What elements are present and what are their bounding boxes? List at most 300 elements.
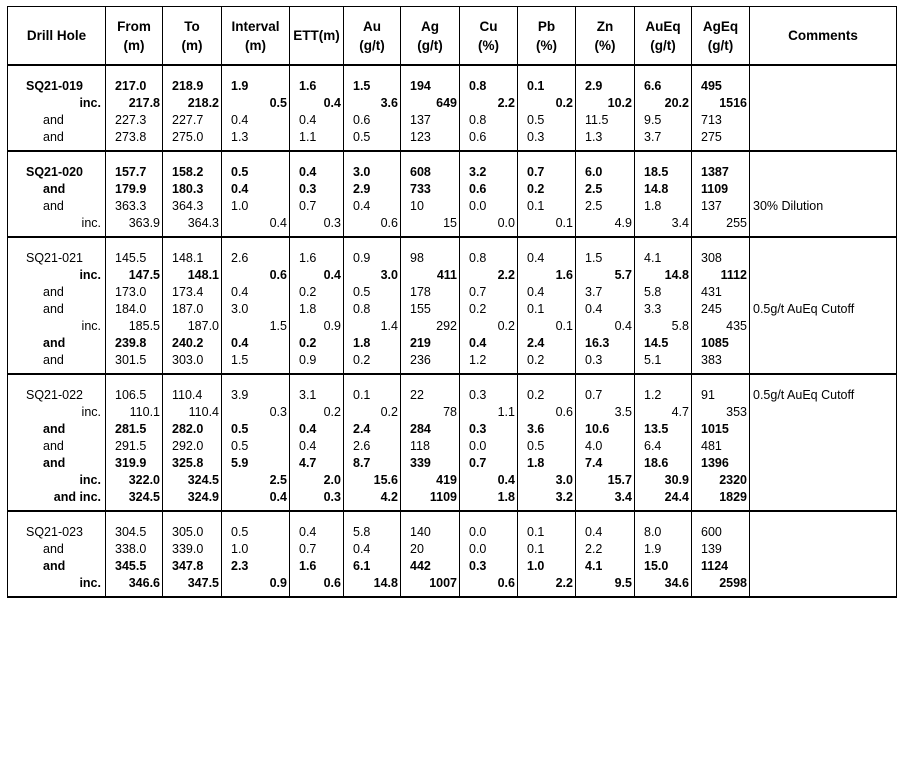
cu-inc-value: 0.4 [497, 473, 515, 487]
cell-line [222, 455, 289, 472]
pb-cell [518, 151, 576, 181]
zn-cell [576, 151, 635, 181]
au-cell [344, 181, 401, 198]
from-value: 227.3 [115, 113, 147, 127]
cu-cell [460, 284, 518, 301]
ag-inc-value: 411 [436, 268, 457, 282]
cell-line [106, 541, 162, 558]
cell-line [518, 421, 575, 438]
cell-line [401, 524, 459, 541]
cu-value: 0.7 [469, 285, 487, 299]
to-cell [163, 284, 222, 301]
pb-value: 0.2 [527, 388, 545, 402]
interval-inc-value: 0.4 [269, 490, 287, 504]
cell-line [750, 455, 896, 472]
cell-line [692, 95, 749, 112]
zn-cell [576, 198, 635, 237]
to-value: 173.4 [172, 285, 204, 299]
aueq-value: 4.1 [644, 251, 662, 265]
cell-line [8, 112, 105, 129]
ageq-cell [692, 284, 750, 301]
cell-line [518, 524, 575, 541]
au-value: 8.7 [353, 456, 371, 470]
cell-line [460, 575, 517, 592]
to-cell [163, 181, 222, 198]
cell-line [692, 489, 749, 506]
from-value: 319.9 [115, 456, 147, 470]
to-inc-value: 148.1 [187, 268, 219, 282]
aueq-inc-value: 24.4 [664, 490, 689, 504]
cell-line [576, 284, 634, 301]
ett-value: 0.4 [299, 439, 317, 453]
ageq-value: 245 [701, 302, 722, 316]
and-label: and [43, 422, 66, 436]
cell-line [222, 181, 289, 198]
aueq-value: 5.8 [644, 285, 662, 299]
interval-inc-value: 0.3 [269, 405, 287, 419]
from-value: 157.7 [115, 165, 147, 179]
from-value: 239.8 [115, 336, 147, 350]
au-inc-value: 3.6 [380, 96, 398, 110]
cell-line [576, 472, 634, 489]
cell-line [518, 181, 575, 198]
to-value: 187.0 [172, 302, 204, 316]
cell-line [163, 524, 221, 541]
au-cell [344, 374, 401, 421]
cell-line [692, 301, 749, 318]
drill-results-table [7, 6, 897, 598]
cell-line [344, 78, 400, 95]
cell-line [106, 78, 162, 95]
from-cell [106, 541, 163, 558]
header-comments: Comments [750, 7, 897, 66]
to-inc-value: 110.4 [188, 405, 219, 419]
cell-line [750, 524, 896, 541]
to-cell [163, 237, 222, 284]
cell-line [222, 318, 289, 335]
cell-line [576, 164, 634, 181]
to-cell [163, 352, 222, 374]
table-row [8, 65, 897, 112]
cell-line [401, 438, 459, 455]
zn-inc-value: 5.7 [614, 268, 632, 282]
from-cell [106, 511, 163, 541]
pb-cell [518, 374, 576, 421]
ett-cell [290, 301, 344, 335]
interval-cell [222, 112, 290, 129]
cell-line [8, 284, 105, 301]
cu-value: 0.3 [469, 559, 487, 573]
ag-cell [401, 237, 460, 284]
pb-value: 0.7 [527, 165, 545, 179]
from-value: 345.5 [115, 559, 147, 573]
pb-value: 0.4 [527, 251, 545, 265]
drill-hole-cell [8, 352, 106, 374]
zn-value: 7.4 [585, 456, 603, 470]
aueq-value: 6.6 [644, 79, 662, 93]
aueq-cell [635, 129, 692, 151]
cu-cell [460, 129, 518, 151]
interval-value: 1.9 [231, 79, 249, 93]
cell-line [344, 318, 400, 335]
and-label: and [43, 456, 66, 470]
interval-value: 5.9 [231, 456, 249, 470]
from-cell [106, 284, 163, 301]
cell-line [518, 78, 575, 95]
cell-line [692, 318, 749, 335]
cell-line [290, 181, 343, 198]
zn-value: 3.7 [585, 285, 603, 299]
aueq-value: 3.7 [644, 130, 662, 144]
ett-value: 0.3 [299, 182, 317, 196]
cell-line [106, 215, 162, 232]
cell-line [635, 318, 691, 335]
cu-cell [460, 558, 518, 597]
cell-line [290, 438, 343, 455]
au-inc-value: 15.6 [373, 473, 398, 487]
cell-line [344, 181, 400, 198]
au-cell [344, 112, 401, 129]
cell-line [576, 95, 634, 112]
ett-inc-value: 2.0 [323, 473, 341, 487]
drill-hole-cell [8, 301, 106, 335]
cell-line [460, 129, 517, 146]
pb-value: 0.2 [527, 182, 545, 196]
au-cell [344, 237, 401, 284]
cell-line [460, 181, 517, 198]
header-cu: Cu (%) [460, 7, 518, 66]
header-aueq: AuEq (g/t) [635, 7, 692, 66]
interval-cell [222, 65, 290, 112]
cell-line [460, 541, 517, 558]
ageq-cell [692, 352, 750, 374]
cell-line [222, 301, 289, 318]
cell-line [576, 198, 634, 215]
zn-value: 2.5 [585, 199, 603, 213]
cell-line [635, 95, 691, 112]
drill-results-sheet [7, 6, 896, 753]
cu-value: 0.8 [469, 79, 487, 93]
ag-cell [401, 129, 460, 151]
ett-cell [290, 335, 344, 352]
ageq-inc-value: 1516 [719, 96, 747, 110]
ett-inc-value: 0.2 [323, 405, 341, 419]
cell-line [635, 284, 691, 301]
au-value: 0.9 [353, 251, 371, 265]
ageq-cell [692, 438, 750, 455]
interval-cell [222, 301, 290, 335]
cell-line [106, 404, 162, 421]
ageq-inc-value: 1829 [719, 490, 747, 504]
and-label: and [43, 542, 64, 556]
cell-line [518, 489, 575, 506]
ag-inc-value: 1007 [429, 576, 457, 590]
cell-line [692, 198, 749, 215]
cu-inc-value: 0.0 [497, 216, 515, 230]
cell-line [635, 267, 691, 284]
cell-line [635, 112, 691, 129]
au-value: 1.8 [353, 336, 371, 350]
cell-line [518, 352, 575, 369]
from-inc-value: 147.5 [128, 268, 160, 282]
from-value: 281.5 [115, 422, 147, 436]
cell-line [635, 421, 691, 438]
interval-value: 1.5 [231, 353, 249, 367]
cell-line [222, 524, 289, 541]
ett-cell [290, 129, 344, 151]
pb-inc-value: 0.1 [555, 216, 573, 230]
aueq-inc-value: 14.8 [664, 268, 689, 282]
header-from: From (m) [106, 7, 163, 66]
aueq-inc-value: 4.7 [671, 405, 689, 419]
and-label: and [43, 559, 66, 573]
au-value: 5.8 [353, 525, 371, 539]
cell-line [692, 112, 749, 129]
interval-value: 3.9 [231, 388, 249, 402]
cell-line [106, 284, 162, 301]
cell-line [106, 421, 162, 438]
cell-line [635, 489, 691, 506]
comments-cell [750, 65, 897, 112]
header-au: Au (g/t) [344, 7, 401, 66]
cell-line [460, 335, 517, 352]
ett-inc-value: 0.4 [323, 268, 341, 282]
au-inc-value: 0.2 [380, 405, 398, 419]
aueq-value: 8.0 [644, 525, 662, 539]
cell-line [163, 489, 221, 506]
cell-line [635, 215, 691, 232]
to-value: 180.3 [172, 182, 204, 196]
ageq-inc-value: 435 [726, 319, 747, 333]
pb-value: 0.1 [527, 542, 545, 556]
pb-value: 0.1 [527, 302, 545, 316]
ageq-cell [692, 129, 750, 151]
cell-line [518, 318, 575, 335]
cu-value: 1.2 [469, 353, 487, 367]
cell-line [290, 215, 343, 232]
pb-inc-value: 2.2 [555, 576, 573, 590]
cell-line [344, 267, 400, 284]
inc-label: inc. [79, 473, 101, 487]
cu-value: 0.6 [469, 182, 487, 196]
cell-line [518, 250, 575, 267]
table-row [8, 335, 897, 352]
zn-inc-value: 15.7 [607, 473, 632, 487]
cell-line [8, 524, 105, 541]
pb-inc-value: 0.1 [555, 319, 573, 333]
to-cell [163, 198, 222, 237]
ag-value: 118 [410, 439, 430, 453]
cell-line [163, 421, 221, 438]
header-zn: Zn (%) [576, 7, 635, 66]
cell-line [106, 558, 162, 575]
ett-cell [290, 438, 344, 455]
cell-line [163, 575, 221, 592]
and-label: and [43, 199, 64, 213]
ag-cell [401, 151, 460, 181]
interval-value: 0.4 [231, 113, 249, 127]
cell-line [8, 472, 105, 489]
ageq-cell [692, 421, 750, 438]
cell-line [518, 387, 575, 404]
cell-line [222, 112, 289, 129]
from-inc-value: 324.5 [128, 490, 160, 504]
cell-line [518, 129, 575, 146]
interval-cell [222, 284, 290, 301]
ageq-value: 1085 [701, 336, 729, 350]
table-row [8, 112, 897, 129]
cu-cell [460, 438, 518, 455]
cell-line [692, 455, 749, 472]
interval-value: 0.4 [231, 336, 249, 350]
ett-cell [290, 558, 344, 597]
ag-value: 140 [410, 525, 431, 539]
au-cell [344, 541, 401, 558]
from-value: 273.8 [115, 130, 147, 144]
ag-value: 137 [410, 113, 431, 127]
ageq-cell [692, 237, 750, 284]
aueq-value: 14.5 [644, 336, 669, 350]
zn-inc-value: 3.5 [614, 405, 632, 419]
cell-line [750, 129, 896, 146]
cell-line [750, 250, 896, 267]
cell-line [576, 78, 634, 95]
cell-line [222, 541, 289, 558]
from-inc-value: 217.8 [128, 96, 160, 110]
cell-line [106, 267, 162, 284]
aueq-cell [635, 151, 692, 181]
ett-inc-value: 0.9 [323, 319, 341, 333]
header-ett: ETT(m) [290, 7, 344, 66]
cell-line [750, 438, 896, 455]
inc-label: inc. [79, 268, 101, 282]
pb-cell [518, 198, 576, 237]
cell-line [750, 558, 896, 575]
interval-cell [222, 129, 290, 151]
from-inc-value: 363.9 [128, 216, 160, 230]
to-cell [163, 421, 222, 438]
cell-line [8, 558, 105, 575]
au-value: 2.4 [353, 422, 371, 436]
cell-line [8, 95, 105, 112]
ageq-cell [692, 198, 750, 237]
cell-line [163, 78, 221, 95]
ett-cell [290, 65, 344, 112]
cell-line [163, 455, 221, 472]
cell-line [106, 164, 162, 181]
au-cell [344, 421, 401, 438]
cu-cell [460, 151, 518, 181]
au-cell [344, 198, 401, 237]
au-cell [344, 284, 401, 301]
aueq-inc-value: 5.8 [671, 319, 689, 333]
cu-cell [460, 65, 518, 112]
ag-value: 178 [410, 285, 431, 299]
cell-line [576, 112, 634, 129]
cu-cell [460, 112, 518, 129]
pb-value: 0.1 [527, 79, 545, 93]
aueq-value: 13.5 [644, 422, 669, 436]
cell-line [290, 112, 343, 129]
aueq-value: 18.5 [644, 165, 669, 179]
ag-value: 155 [410, 302, 431, 316]
cell-line [106, 198, 162, 215]
interval-value: 2.6 [231, 251, 249, 265]
aueq-cell [635, 301, 692, 335]
aueq-inc-value: 20.2 [664, 96, 689, 110]
drill-hole-cell [8, 181, 106, 198]
to-inc-value: 364.3 [187, 216, 219, 230]
cell-line [692, 438, 749, 455]
interval-cell [222, 455, 290, 511]
to-cell [163, 511, 222, 541]
cell-line [8, 78, 105, 95]
interval-cell [222, 558, 290, 597]
cell-line [106, 112, 162, 129]
cell-line [163, 335, 221, 352]
cell-line [163, 318, 221, 335]
interval-cell [222, 541, 290, 558]
cell-line [692, 78, 749, 95]
cell-line [163, 181, 221, 198]
cell-line [290, 318, 343, 335]
aueq-cell [635, 374, 692, 421]
cu-cell [460, 237, 518, 284]
cell-line [750, 387, 896, 404]
drill-hole-cell [8, 151, 106, 181]
cell-line [290, 335, 343, 352]
ageq-value: 713 [701, 113, 722, 127]
pb-inc-value: 1.6 [555, 268, 573, 282]
cell-line [163, 558, 221, 575]
cell-line [222, 198, 289, 215]
cell-line [344, 489, 400, 506]
and-label: and [43, 353, 64, 367]
cu-cell [460, 374, 518, 421]
ett-cell [290, 374, 344, 421]
cell-line [8, 455, 105, 472]
cell-line [401, 421, 459, 438]
interval-inc-value: 0.6 [269, 268, 287, 282]
inc-label: inc. [79, 96, 101, 110]
cell-line [8, 215, 105, 232]
zn-value: 2.2 [585, 542, 603, 556]
inc-label: and inc. [53, 490, 101, 504]
cu-value: 0.3 [469, 422, 487, 436]
comment-text: 0.5g/t AuEq Cutoff [753, 388, 855, 402]
cell-line [106, 181, 162, 198]
cell-line [518, 335, 575, 352]
cell-line [692, 352, 749, 369]
zn-cell [576, 374, 635, 421]
cell-line [222, 164, 289, 181]
cu-cell [460, 421, 518, 438]
cu-value: 0.0 [469, 439, 487, 453]
cell-line [8, 438, 105, 455]
cell-line [344, 558, 400, 575]
table-row [8, 284, 897, 301]
cell-line [576, 250, 634, 267]
to-inc-value: 324.5 [187, 473, 219, 487]
pb-cell [518, 301, 576, 335]
drill-hole-id: SQ21-021 [26, 251, 83, 265]
aueq-inc-value: 30.9 [664, 473, 689, 487]
cell-line [460, 112, 517, 129]
cell-line [401, 404, 459, 421]
cell-line [460, 352, 517, 369]
cell-line [635, 404, 691, 421]
comments-cell [750, 129, 897, 151]
